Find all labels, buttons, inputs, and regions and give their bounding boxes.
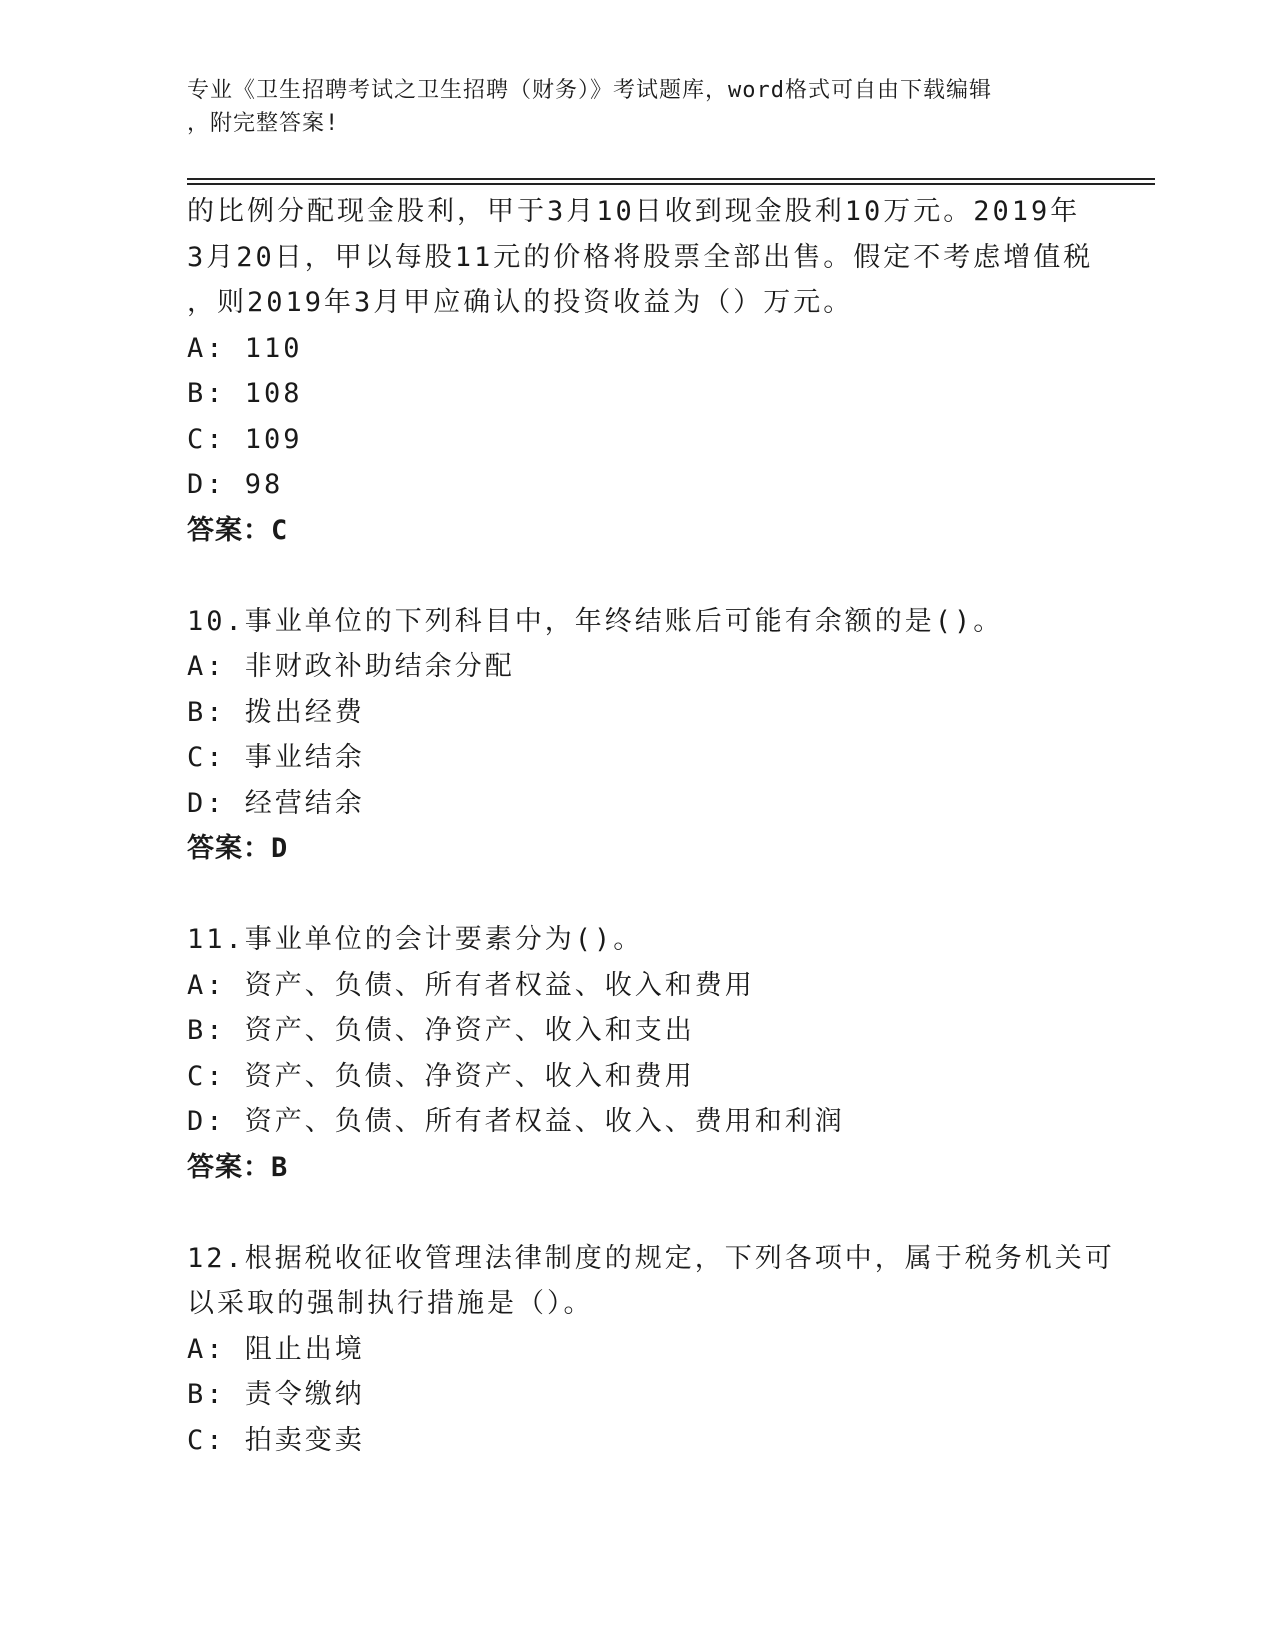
question-list — [187, 189, 1127, 1463]
question-stem-line: 11.事业单位的会计要素分为()。 — [187, 924, 644, 955]
question-stem-line: 以采取的强制执行措施是（）。 — [187, 1288, 594, 1319]
header-line-2: ，附完整答案! — [187, 111, 340, 136]
option-d: D: 98 — [187, 469, 284, 500]
option-c: C: 109 — [187, 423, 303, 455]
spacer — [187, 1190, 1127, 1236]
header-divider-top — [187, 178, 1155, 180]
question-11 — [187, 917, 1127, 1190]
question-stem-line: 的比例分配现金股利，甲于3月10日收到现金股利10万元。2019年 — [187, 196, 1081, 227]
option-a: A: 非财政补助结余分配 — [187, 651, 515, 682]
document-header — [187, 74, 1087, 140]
spacer — [187, 553, 1127, 599]
option-d: D: 资产、负债、所有者权益、收入、费用和利润 — [187, 1106, 845, 1137]
option-a: A: 110 — [187, 332, 303, 364]
header-divider-bottom — [187, 183, 1155, 185]
option-c: C: 事业结余 — [187, 742, 365, 773]
question-10 — [187, 599, 1127, 872]
question-stem-line: 10.事业单位的下列科目中，年终结账后可能有余额的是()。 — [187, 605, 1004, 637]
option-b: B: 资产、负债、净资产、收入和支出 — [187, 1015, 695, 1046]
question-9 — [187, 189, 1127, 553]
answer-line: 答案：B — [187, 1151, 289, 1183]
option-a: A: 资产、负债、所有者权益、收入和费用 — [187, 969, 755, 1001]
question-stem-line: 12.根据税收征收管理法律制度的规定，下列各项中，属于税务机关可 — [187, 1242, 1115, 1274]
answer-line: 答案：D — [187, 833, 289, 864]
header-line-1: 专业《卫生招聘考试之卫生招聘（财务）》考试题库，word格式可自由下载编辑 — [187, 78, 992, 103]
answer-line: 答案：C — [187, 514, 289, 546]
question-stem-line: ，则2019年3月甲应确认的投资收益为（）万元。 — [187, 287, 854, 318]
option-d: D: 经营结余 — [187, 787, 365, 819]
spacer — [187, 872, 1127, 918]
option-b: B: 108 — [187, 378, 303, 409]
option-a: A: 阻止出境 — [187, 1333, 365, 1365]
option-c: C: 资产、负债、净资产、收入和费用 — [187, 1060, 695, 1092]
question-stem-line: 3月20日，甲以每股11元的价格将股票全部出售。假定不考虑增值税 — [187, 241, 1094, 273]
option-b: B: 责令缴纳 — [187, 1379, 365, 1410]
option-c: C: 拍卖变卖 — [187, 1424, 365, 1456]
option-b: B: 拨出经费 — [187, 696, 365, 728]
question-12 — [187, 1236, 1127, 1464]
